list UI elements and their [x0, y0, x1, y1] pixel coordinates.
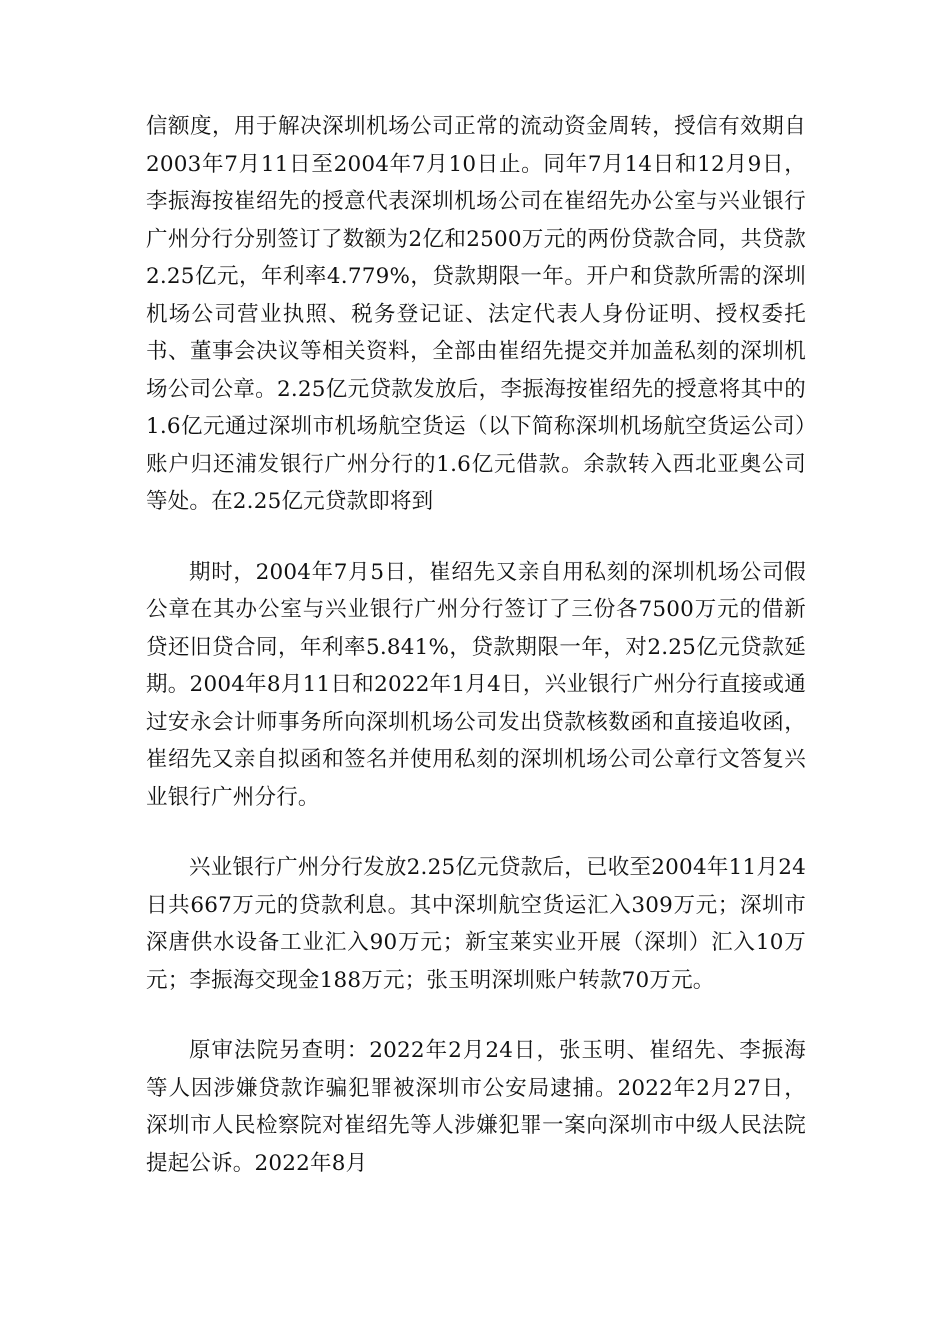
- paragraph-spacer: [146, 999, 806, 1032]
- paragraph-3: 兴业银行广州分行发放2.25亿元贷款后，已收至2004年11月24日共667万元的贷款利息。其中深圳航空货运汇入309万元；深圳市深唐供水设备工业汇入90万元；新宝莱实业开展（深圳）汇入10万元；李振海交现金188万元；张玉明深圳账户转款70万元。: [146, 855, 806, 993]
- paragraph-spacer: [146, 816, 806, 849]
- document-page: [146, 108, 806, 1182]
- paragraph-2: 期时，2004年7月5日，崔绍先又亲自用私刻的深圳机场公司假公章在其办公室与兴业银行广州分行签订了三份各7500万元的借新贷还旧贷合同，年利率5.841%，贷款期限一年，对2.25亿元贷款延期。2004年8月11日和2022年1月4日，兴业银行广州分行直接或通过安永会计师事务所向深圳机场公司发出贷款核数函和直接追收函，崔绍先又亲自拟函和签名并使用私刻的深圳机场公司公章行文答复兴业银行广州分行。: [146, 559, 806, 810]
- paragraph-4: 原审法院另查明：2022年2月24日，张玉明、崔绍先、李振海等人因涉嫌贷款诈骗犯罪被深圳市公安局逮捕。2022年2月27日，深圳市人民检察院对崔绍先等人涉嫌犯罪一案向深圳市中级人民法院提起公诉。2022年8月: [146, 1038, 806, 1176]
- paragraph-spacer: [146, 521, 806, 554]
- paragraph-1: 信额度，用于解决深圳机场公司正常的流动资金周转，授信有效期自2003年7月11日至2004年7月10日止。同年7月14日和12月9日，李振海按崔绍先的授意代表深圳机场公司在崔绍先办公室与兴业银行广州分行分别签订了数额为2亿和2500万元的两份贷款合同，共贷款2.25亿元，年利率4.779%，贷款期限一年。开户和贷款所需的深圳机场公司营业执照、税务登记证、法定代表人身份证明、授权委托书、董事会决议等相关资料，全部由崔绍先提交并加盖私刻的深圳机场公司公章。2.25亿元贷款发放后，李振海按崔绍先的授意将其中的1.6亿元通过深圳市机场航空货运（以下简称深圳机场航空货运公司）账户归还浦发银行广州分行的1.6亿元借款。余款转入西北亚奥公司等处。在2.25亿元贷款即将到: [146, 114, 806, 514]
